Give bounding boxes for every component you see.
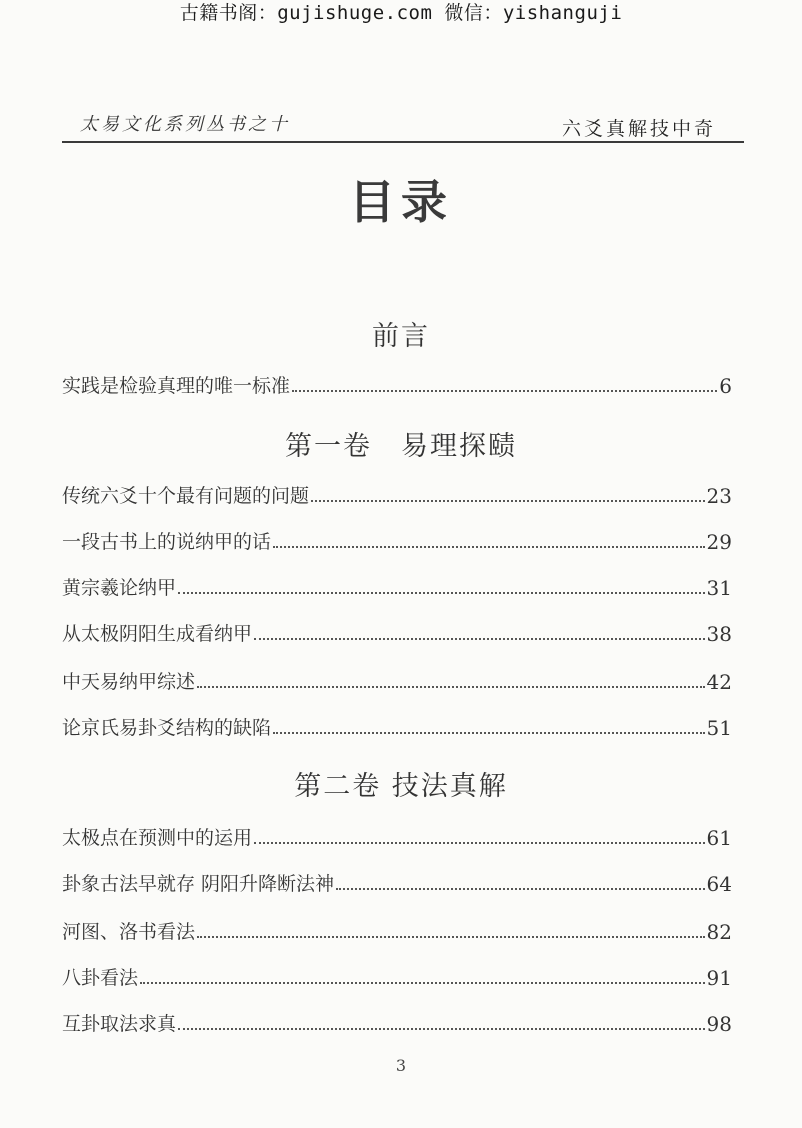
- section-heading-preface: 前言: [372, 321, 430, 352]
- toc-entry-title: 河图、洛书看法: [62, 921, 196, 943]
- toc-entry-page: 6: [719, 374, 732, 398]
- toc-entry-page: 51: [706, 716, 732, 740]
- page-number: 3: [395, 1056, 407, 1075]
- toc-entry-page: 29: [706, 530, 732, 554]
- toc-entry[interactable]: [62, 570, 732, 600]
- dot-leader: [311, 500, 705, 502]
- toc-entry-title: 中天易纳甲综述: [62, 671, 196, 693]
- dot-leader: [273, 546, 705, 548]
- toc-entry[interactable]: [62, 710, 732, 740]
- section-heading-volume-1: 第一卷 易理探赜: [285, 431, 517, 462]
- dot-leader: [178, 592, 705, 594]
- section-heading-volume-2: 第二卷 技法真解: [294, 771, 508, 802]
- toc-entry-title: 一段古书上的说纳甲的话: [62, 531, 272, 553]
- toc-entry[interactable]: [62, 914, 732, 944]
- dot-leader: [254, 842, 705, 844]
- dot-leader: [197, 936, 705, 938]
- header-rule: [62, 141, 744, 143]
- page-title: 目录: [349, 175, 453, 229]
- dot-leader: [140, 982, 705, 984]
- toc-entry[interactable]: [62, 478, 732, 508]
- dot-leader: [336, 888, 705, 890]
- toc-entry[interactable]: [62, 820, 732, 850]
- toc-entry-page: 61: [706, 826, 732, 850]
- toc-entry[interactable]: [62, 664, 732, 694]
- toc-entry[interactable]: [62, 524, 732, 554]
- dot-leader: [254, 638, 705, 640]
- toc-entry-title: 卦象古法早就存 阴阳升降断法神: [62, 873, 335, 895]
- toc-entry-page: 64: [706, 872, 732, 896]
- toc-entry-title: 太极点在预测中的运用: [62, 827, 253, 849]
- toc-entry[interactable]: [62, 1006, 732, 1036]
- series-title: 太易文化系列丛书之十: [80, 114, 290, 135]
- toc-entry-title: 八卦看法: [62, 967, 139, 989]
- toc-entry-page: 91: [706, 966, 732, 990]
- toc-entry-title: 黄宗羲论纳甲: [62, 577, 177, 599]
- dot-leader: [178, 1028, 705, 1030]
- toc-entry[interactable]: [62, 960, 732, 990]
- toc-entry-page: 23: [706, 484, 732, 508]
- dot-leader: [273, 732, 705, 734]
- dot-leader: [292, 390, 717, 392]
- book-title: 六爻真解技中奇: [561, 118, 716, 140]
- dot-leader: [197, 686, 705, 688]
- toc-entry-title: 论京氏易卦爻结构的缺陷: [62, 717, 272, 739]
- toc-entry-page: 82: [706, 920, 732, 944]
- toc-entry-page: 31: [706, 576, 732, 600]
- toc-entry-page: 38: [706, 622, 732, 646]
- toc-entry-title: 互卦取法求真: [62, 1013, 177, 1035]
- toc-entry-page: 42: [706, 670, 732, 694]
- watermark-text: 古籍书阁：gujishuge.com 微信：yishanguji: [179, 2, 623, 24]
- running-head: [62, 108, 744, 138]
- toc-entry-title: 从太极阴阳生成看纳甲: [62, 623, 253, 645]
- toc-entry[interactable]: [62, 616, 732, 646]
- toc-entry-title: 传统六爻十个最有问题的问题: [62, 485, 310, 507]
- toc-entry[interactable]: [62, 866, 732, 896]
- toc-entry-title: 实践是检验真理的唯一标准: [62, 375, 291, 397]
- toc-entry[interactable]: [62, 368, 732, 398]
- toc-entry-page: 98: [706, 1012, 732, 1036]
